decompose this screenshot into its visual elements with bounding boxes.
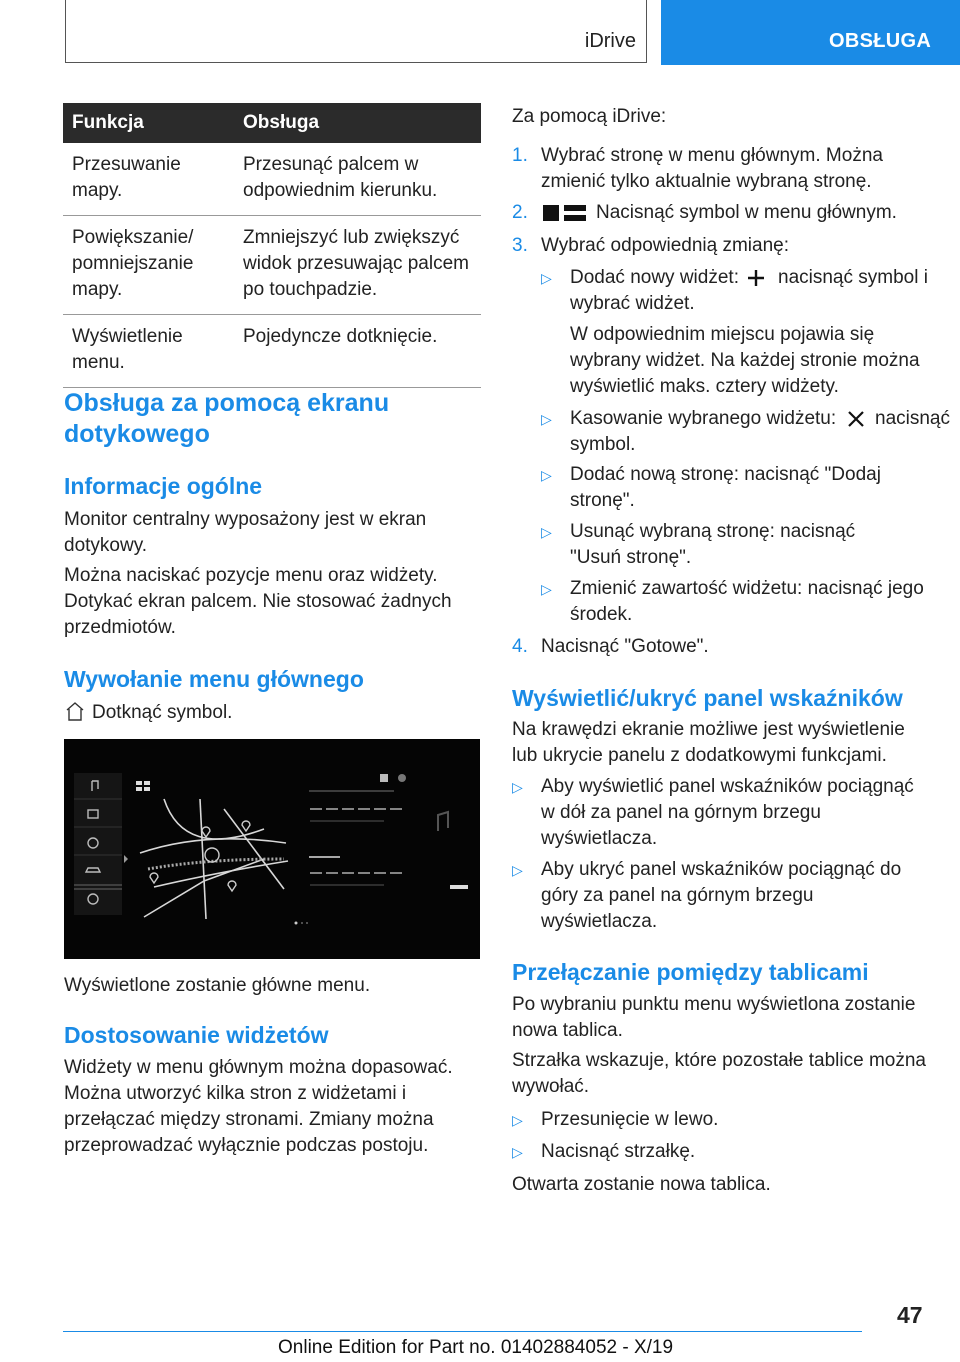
step-text: Wybrać stronę w menu głównym. Można zmienić tylko aktualnie wybraną stronę. [541, 145, 883, 192]
sub-item-text: Dodać nowy widżet: [570, 267, 739, 288]
column-header: Funkcja [63, 103, 234, 143]
table-cell: Przesunąć palcem w odpowiednim kierunku. [234, 143, 481, 216]
triangle-bullet-icon: ▷ [512, 1144, 523, 1160]
sub-item-text: Kasowanie wybranego widżetu: [570, 408, 837, 429]
main-menu-screenshot [64, 739, 480, 959]
step-number: 1. [512, 145, 528, 166]
header-frame [65, 0, 647, 63]
table-row [63, 216, 481, 315]
paragraph: Widżety w menu głównym można dopasować. Można utworzyć kilka stron z widżetami i przełączać między stronami. Zmiany można przeprowadzać wyłącznie podczas postoju. [64, 1057, 453, 1156]
triangle-bullet-icon: ▷ [512, 779, 523, 795]
sub-item-text: Zmienić zawartość widżetu: nacisnąć jego środek. [570, 578, 924, 625]
page-number: 47 [897, 1302, 923, 1328]
footer-divider [63, 1331, 862, 1332]
sub-item-text: nacisnąć symbol i wybrać widżet. [570, 267, 928, 314]
table-cell: Pojedyncze dotknięcie. [234, 315, 481, 388]
paragraph: Wyświetlone zostanie główne menu. [64, 975, 371, 996]
bullet-text: Nacisnąć strzałkę. [541, 1141, 696, 1162]
sub-item-note: W odpowiednim miejscu pojawia się wybrany widżet. Na każdej stronie można wyświetlić maks. cztery widżety. [570, 324, 920, 397]
column-header: Obsługa [234, 103, 481, 143]
step-text: Nacisnąć symbol w menu głównym. [596, 202, 897, 223]
triangle-bullet-icon: ▷ [512, 1112, 523, 1128]
sub-item-text: Usunąć wybraną stronę: nacisnąć "Usuń stronę". [570, 521, 856, 568]
step-number: 2. [512, 202, 528, 223]
paragraph: Na krawędzi ekranie możliwe jest wyświetlenie lub ukrycie panelu z dodatkowymi funkcjami. [512, 719, 905, 766]
heading-touchscreen: Obsługa za pomocą ekranu dotykowego [64, 389, 390, 448]
triangle-bullet-icon: ▷ [541, 524, 552, 540]
bullet-text: Aby wyświetlić panel wskaźników pociągnąć w dół za panel na górnym brzegu wyświetlacza. [541, 776, 914, 849]
paragraph: Otwarta zostanie nowa tablica. [512, 1174, 771, 1195]
footer-edition: Online Edition for Part no. 01402884052 - X/19 [278, 1337, 674, 1358]
step-text: Wybrać odpowiednią zmianę: [541, 235, 790, 256]
triangle-bullet-icon: ▷ [541, 467, 552, 483]
paragraph: Po wybraniu punktu menu wyświetlona zostanie nowa tablica. [512, 994, 916, 1041]
triangle-bullet-icon: ▷ [541, 581, 552, 597]
header-section: iDrive [584, 30, 636, 52]
triangle-bullet-icon: ▷ [512, 862, 523, 878]
paragraph: Dotknąć symbol. [92, 702, 233, 723]
header-tab [661, 0, 960, 65]
step-text: Nacisnąć "Gotowe". [541, 636, 709, 657]
header-tab-label: OBSŁUGA [829, 30, 932, 52]
sub-item-text: nacisnąć symbol. [570, 408, 950, 455]
table-cell: Zmniejszyć lub zwiększyć widok przesuwając palcem po touchpadzie. [234, 216, 481, 315]
table-row [63, 143, 481, 216]
paragraph: Za pomocą iDrive: [512, 106, 667, 127]
table-cell: Wyświetlenie menu. [63, 315, 234, 388]
paragraph: Można naciskać pozycje menu oraz widżety. Dotykać ekran palcem. Nie stosować żadnych przedmiotów. [64, 565, 452, 638]
widget-edit-icon [542, 203, 588, 223]
table-cell: Przesuwanie mapy. [63, 143, 234, 216]
heading-switch: Przełączanie pomiędzy tablicami [512, 959, 869, 985]
step-number: 3. [512, 235, 528, 256]
table-row [63, 315, 481, 388]
triangle-bullet-icon: ▷ [541, 270, 552, 286]
paragraph: Monitor centralny wyposażony jest w ekran dotykowy. [64, 509, 427, 556]
paragraph: Strzałka wskazuje, które pozostałe tablice można wywołać. [512, 1050, 926, 1097]
home-icon [65, 700, 85, 722]
table-header-row [63, 103, 481, 143]
function-table [63, 103, 481, 388]
step-number: 4. [512, 636, 528, 657]
main-menu-illustration [64, 739, 480, 959]
triangle-bullet-icon: ▷ [541, 411, 552, 427]
heading-main-menu: Wywołanie menu głównego [64, 666, 364, 692]
bullet-text: Aby ukryć panel wskaźników pociągnąć do góry za panel na górnym brzegu wyświetlacza. [541, 859, 902, 932]
bullet-text: Przesunięcie w lewo. [541, 1109, 719, 1130]
heading-general: Informacje ogólne [64, 473, 263, 499]
sub-item-text: Dodać nową stronę: nacisnąć "Dodaj stronę". [570, 464, 881, 511]
heading-panel: Wyświetlić/ukryć panel wskaźników [512, 685, 903, 711]
table-cell: Powiększanie/ pomniejszanie mapy. [63, 216, 234, 315]
heading-widgets: Dostosowanie widżetów [64, 1022, 329, 1048]
